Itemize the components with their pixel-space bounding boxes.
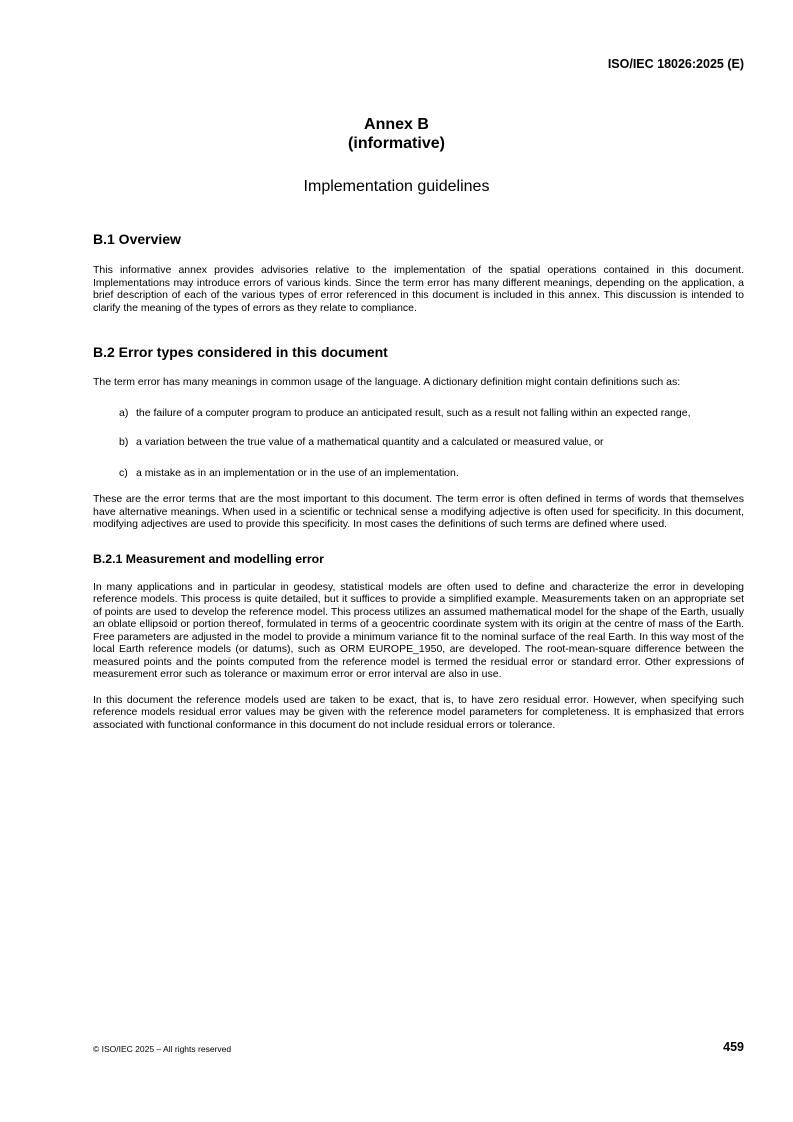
list-item — [119, 436, 744, 449]
list-item-marker: b) — [119, 436, 129, 448]
section-b2-heading: B.2 Error types considered in this document — [93, 344, 388, 360]
annex-subtitle: Implementation guidelines — [303, 178, 490, 195]
document-reference: ISO/IEC 18026:2025 (E) — [607, 57, 744, 71]
copyright-notice: © ISO/IEC 2025 – All rights reserved — [93, 1044, 232, 1054]
list-item-marker: c) — [119, 466, 128, 479]
section-b2-paragraph: These are the error terms that are the most important to this document. The term error is often defined in terms of words that themselves have alternative meanings. When used in a scientific or technical sense a modifying adjective is often used for specificity. In this document, modifying adjectives are used to provide this specificity. In most cases the definitions of such terms are defined where used. — [93, 493, 744, 530]
section-b21-paragraph-1: In many applications and in particular in geodesy, statistical models are often used to define and characterize the error in developing reference models. This process is quite detailed, but it suffices to provide a simplified example. Measurements taken on an appropriate set of points are used to develop the reference model. This process utilizes an assumed mathematical model for the shape of the Earth, usually an oblate ellipsoid or portion thereof, formulated in terms of a geocentric coordinate system with its origin at the centre of mass of the Earth. Free parameters are adjusted in the model to provide a minimum variance fit to the nominal surface of the real Earth. In this way most of the local Earth reference models (or datums), such as ORM EUROPE_1950, are developed. The root-mean-square difference between the measured points and the points computed from the reference model is termed the residual error or standard error. Other expressions of measurement error such as tolerance or maximum error or error interval are also in use. — [93, 580, 744, 680]
annex-title-line2: (informative) — [348, 135, 445, 152]
list-item-text: the failure of a computer program to produce an anticipated result, such as a result not falling within an expected range, — [136, 406, 691, 419]
section-b21-paragraph-2: In this document the reference models used are taken to be exact, that is, to have zero residual error. However, when specifying such reference models residual error values may be given with the reference model parameters for completeness. It is emphasized that errors associated with functional conformance in this document do not include residual errors or tolerance. — [93, 693, 744, 731]
list-item-marker: a) — [119, 406, 129, 419]
annex-title — [0, 115, 793, 153]
annex-title-line1: Annex B — [364, 116, 429, 133]
section-b1-heading: B.1 Overview — [93, 231, 181, 247]
section-b1-paragraph: This informative annex provides advisories relative to the implementation of the spatial operations contained in this document. Implementations may introduce errors of various kinds. Since the term error has many different meanings, depending on the application, a brief description of each of the various types of error referenced in this document is included in this annex. This discussion is intended to clarify the meaning of the types of errors as they relate to compliance. — [93, 264, 744, 314]
list-item-text: a mistake as in an implementation or in the use of an implementation. — [136, 466, 459, 479]
section-b21-heading: B.2.1 Measurement and modelling error — [93, 551, 324, 566]
section-b2-intro: The term error has many meanings in common usage of the language. A dictionary definition might contain definitions such as: — [93, 376, 681, 388]
main-content — [93, 230, 744, 731]
list-item — [119, 467, 744, 480]
list-item — [119, 407, 744, 420]
definition-list — [93, 407, 744, 480]
list-item-text: a variation between the true value of a mathematical quantity and a calculated or measured value, or — [136, 436, 604, 448]
page-number: 459 — [723, 1040, 744, 1054]
